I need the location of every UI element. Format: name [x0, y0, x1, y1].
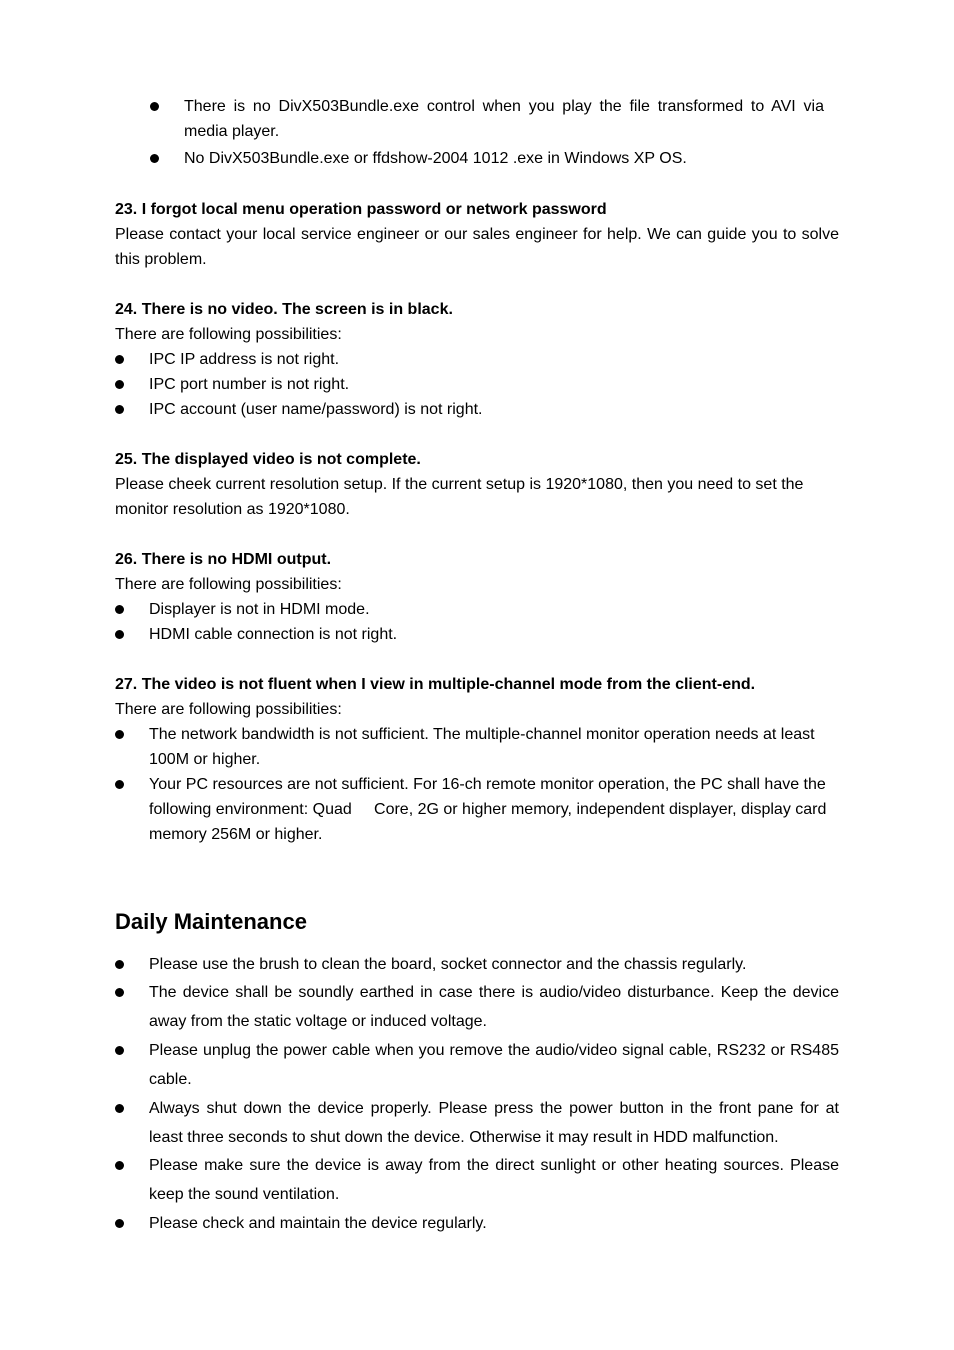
bullet-icon [115, 1104, 124, 1113]
faq-25-title: 25. The displayed video is not complete. [115, 451, 421, 468]
bullet-icon [115, 605, 124, 614]
bullet-icon [115, 780, 124, 789]
list-item-text: Your PC resources are not sufficient. For 16-ch remote monitor operation, the PC shall have the following environment: Quad Core, 2G or higher memory, independent displayer, display card memory 256M or higher. [149, 776, 831, 843]
list-item-text: Please use the brush to clean the board, socket connector and the chassis regularly. [149, 956, 747, 973]
faq-24-intro: There are following possibilities: [115, 326, 342, 343]
list-item-text: IPC account (user name/password) is not right. [149, 401, 483, 418]
bullet-icon [115, 405, 124, 414]
faq-27-intro: There are following possibilities: [115, 701, 342, 718]
bullet-icon [115, 988, 124, 997]
faq-23-title: 23. I forgot local menu operation password or network password [115, 201, 607, 218]
bullet-icon [150, 102, 159, 111]
list-item-text: The device shall be soundly earthed in case there is audio/video disturbance. Keep the device away from the static voltage or induced voltage. [149, 984, 839, 1030]
list-item-text: Displayer is not in HDMI mode. [149, 601, 370, 618]
list-item-text: Please make sure the device is away from the direct sunlight or other heating sources. Please keep the sound ventilation. [149, 1157, 839, 1203]
list-item-text: Please check and maintain the device regularly. [149, 1215, 487, 1232]
list-item-text: HDMI cable connection is not right. [149, 626, 398, 643]
list-item-text: No DivX503Bundle.exe or ffdshow-2004 1012 .exe in Windows XP OS. [184, 150, 687, 167]
list-item-text: IPC port number is not right. [149, 376, 350, 393]
faq-27-title: 27. The video is not fluent when I view in multiple-channel mode from the client-end. [115, 676, 756, 693]
faq-24-title: 24. There is no video. The screen is in black. [115, 301, 453, 318]
bullet-icon [150, 154, 159, 163]
list-item-text: The network bandwidth is not sufficient. The multiple-channel monitor operation needs at least 100M or higher. [149, 726, 815, 768]
bullet-icon [115, 1161, 124, 1170]
bullet-icon [115, 355, 124, 364]
faq-26-intro: There are following possibilities: [115, 576, 342, 593]
bullet-icon [115, 380, 124, 389]
bullet-icon [115, 730, 124, 739]
list-item-text: There is no DivX503Bundle.exe control when you play the file transformed to AVI via media player. [184, 98, 824, 140]
list-item-text: IPC IP address is not right. [149, 351, 340, 368]
faq-26-title: 26. There is no HDMI output. [115, 551, 332, 568]
faq-23-body: Please contact your local service engineer or our sales engineer for help. We can guide you to solve this problem. [115, 226, 839, 268]
bullet-icon [115, 960, 124, 969]
faq-25-body: Please cheek current resolution setup. If the current setup is 1920*1080, then you need to set the monitor resolution as 1920*1080. [115, 476, 804, 518]
section-title: Daily Maintenance [115, 909, 307, 934]
list-item-text: Always shut down the device properly. Please press the power button in the front pane for at least three seconds to shut down the device. Otherwise it may result in HDD malfunction. [149, 1100, 839, 1146]
list-item-text: Please unplug the power cable when you remove the audio/video signal cable, RS232 or RS485 cable. [149, 1042, 839, 1088]
bullet-icon [115, 1046, 124, 1055]
bullet-icon [115, 1219, 124, 1228]
bullet-icon [115, 630, 124, 639]
